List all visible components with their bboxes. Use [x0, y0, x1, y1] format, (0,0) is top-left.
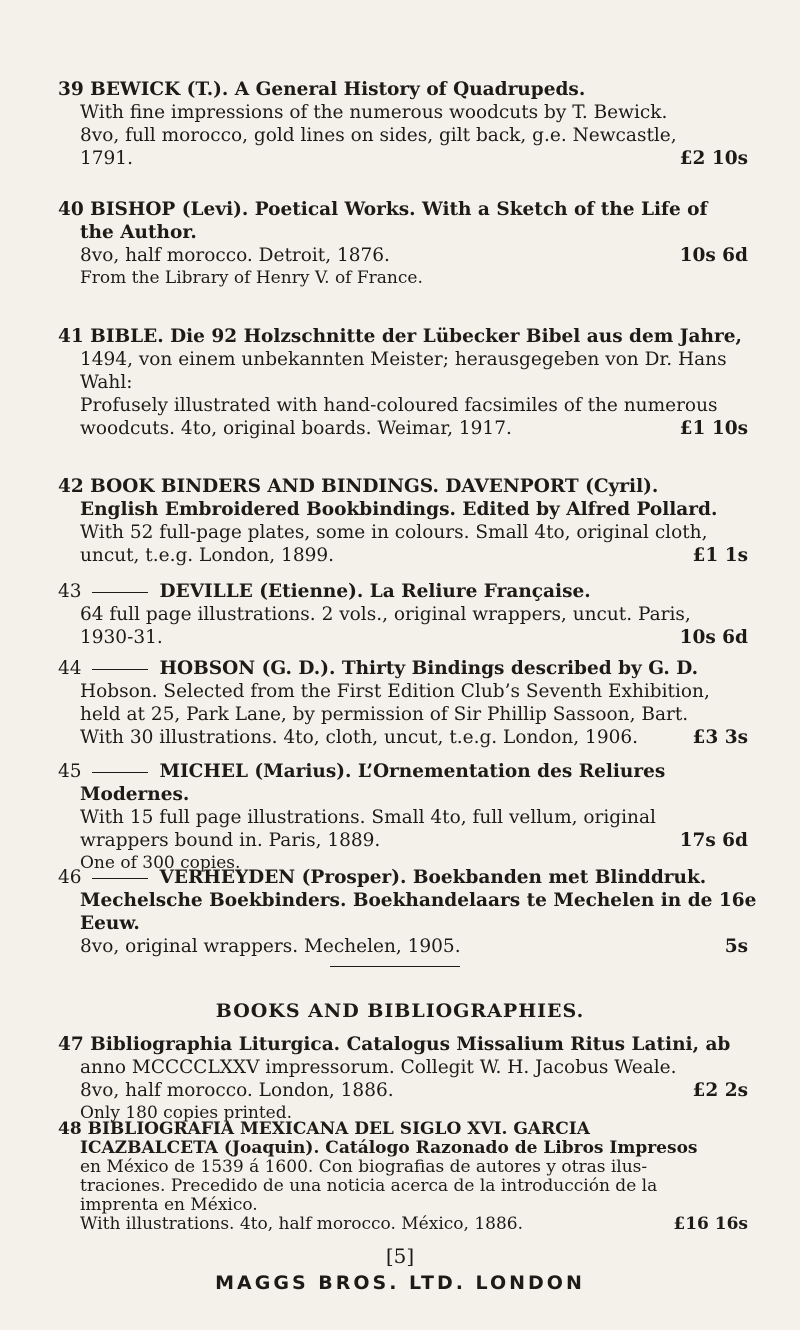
- entry-heading-cont: ICAZBALCETA (Joaquin). Catálogo Razonado de Libros Impresos: [80, 1138, 698, 1158]
- entry-price: £16 16s: [673, 1214, 748, 1234]
- entry-heading-cont: Eeuw.: [80, 913, 140, 934]
- entry-heading: 47 Bibliographia Liturgica. Catalogus Missalium Ritus Latini, ab: [58, 1034, 731, 1055]
- entry-description: imprenta en México.: [80, 1195, 258, 1215]
- entry-price-row: [58, 244, 748, 267]
- entry-description: Profusely illustrated with hand-coloured facsimiles of the numerous: [80, 395, 718, 416]
- entry-description: traciones. Precedido de una noticia acerca de la introducción de la: [80, 1176, 658, 1196]
- catalogue-entry-44: [58, 657, 748, 749]
- entry-price: £1 10s: [679, 418, 748, 439]
- entry-number: 46: [58, 867, 82, 888]
- page-number: [5]: [385, 1244, 415, 1268]
- entry-heading-cont: Modernes.: [80, 784, 190, 805]
- ditto-dash: [92, 772, 148, 773]
- entry-number: 45: [58, 761, 82, 782]
- entry-imprint: 1791.: [80, 148, 133, 169]
- entry-heading: 48 BIBLIOGRAFIA MEXICANA DEL SIGLO XVI. GARCIA: [58, 1119, 590, 1139]
- entry-price-row: [58, 935, 748, 958]
- entry-description: 64 full page illustrations. 2 vols., original wrappers, uncut. Paris,: [80, 604, 691, 625]
- entry-price: £2 2s: [692, 1080, 748, 1101]
- ditto-dash: [92, 669, 148, 670]
- entry-price-row: [58, 147, 748, 170]
- entry-description: 1494, von einem unbekannten Meister; herausgegeben von Dr. Hans: [80, 349, 727, 370]
- entry-imprint: woodcuts. 4to, original boards. Weimar, 1917.: [80, 418, 512, 439]
- entry-imprint: 8vo, half morocco. London, 1886.: [80, 1080, 394, 1101]
- entry-number: 44: [58, 658, 82, 679]
- ditto-dash: [92, 878, 148, 879]
- entry-description: With 52 full-page plates, some in colours. Small 4to, original cloth,: [80, 522, 708, 543]
- catalogue-entry-45: [58, 760, 748, 875]
- entry-heading: [58, 760, 748, 783]
- catalogue-entry-48: [58, 1120, 748, 1234]
- entry-heading: [58, 866, 748, 889]
- entry-title: HOBSON (G. D.). Thirty Bindings described by G. D.: [159, 658, 699, 679]
- entry-title: MICHEL (Marius). L’Ornementation des Reliures: [159, 761, 666, 782]
- entry-number: 43: [58, 581, 82, 602]
- entry-heading-cont: the Author.: [80, 222, 197, 243]
- section-heading: BOOKS AND BIBLIOGRAPHIES.: [215, 1000, 585, 1022]
- entry-note: From the Library of Henry V. of France.: [80, 268, 423, 288]
- entry-note: One of 300 copies.: [80, 853, 241, 873]
- entry-imprint: With 30 illustrations. 4to, cloth, uncut, t.e.g. London, 1906.: [80, 727, 639, 748]
- entry-price: £2 10s: [679, 148, 748, 169]
- entry-price: 17s 6d: [679, 830, 748, 851]
- entry-imprint: 1930-31.: [80, 627, 163, 648]
- entry-price-row: [58, 626, 748, 649]
- entry-price: 10s 6d: [679, 245, 748, 266]
- entry-imprint: With illustrations. 4to, half morocco. México, 1886.: [80, 1214, 523, 1234]
- entry-price: 10s 6d: [679, 627, 748, 648]
- entry-note: Only 180 copies printed.: [80, 1103, 293, 1123]
- entry-description: held at 25, Park Lane, by permission of Sir Phillip Sassoon, Bart.: [80, 704, 689, 725]
- entry-description: anno MCCCCLXXV impressorum. Collegit W. H. Jacobus Weale.: [80, 1057, 677, 1078]
- entry-imprint: 8vo, half morocco. Detroit, 1876.: [80, 245, 390, 266]
- entry-heading: 39 BEWICK (T.). A General History of Quadrupeds.: [58, 79, 586, 100]
- entry-imprint: 8vo, original wrappers. Mechelen, 1905.: [80, 936, 461, 957]
- catalogue-entry-42: [58, 475, 748, 567]
- catalogue-entry-46-content: [58, 866, 757, 958]
- entry-price-row: [58, 417, 748, 440]
- entry-heading: [58, 657, 748, 680]
- entry-description: Wahl:: [80, 372, 133, 393]
- catalogue-entry-40: [58, 198, 748, 290]
- entry-price-row: [58, 1215, 748, 1234]
- entry-heading: 41 BIBLE. Die 92 Holzschnitte der Lübecker Bibel aus dem Jahre,: [58, 326, 742, 347]
- entry-price: £3 3s: [692, 727, 748, 748]
- section-divider: [330, 966, 460, 967]
- entry-heading: [58, 580, 748, 603]
- entry-heading-cont: English Embroidered Bookbindings. Edited by Alfred Pollard.: [80, 499, 718, 520]
- entry-imprint: uncut, t.e.g. London, 1899.: [80, 545, 335, 566]
- publisher-footer: MAGGS BROS. LTD. LONDON: [215, 1272, 585, 1294]
- entry-description: With 15 full page illustrations. Small 4to, full vellum, original: [80, 807, 656, 828]
- entry-description: 8vo, full morocco, gold lines on sides, gilt back, g.e. Newcastle,: [80, 125, 677, 146]
- entry-title: VERHEYDEN (Prosper). Boekbanden met Blinddruk.: [159, 867, 707, 888]
- entry-heading-cont: Mechelsche Boekbinders. Boekhandelaars te Mechelen in de 16e: [80, 890, 757, 911]
- catalogue-entry-47: [58, 1033, 748, 1125]
- entry-imprint: wrappers bound in. Paris, 1889.: [80, 830, 381, 851]
- entry-description: en México de 1539 á 1600. Con biografias de autores y otras ilus-: [80, 1157, 648, 1177]
- entry-price-row: [58, 829, 748, 852]
- entry-heading: 42 BOOK BINDERS AND BINDINGS. DAVENPORT (Cyril).: [58, 476, 659, 497]
- entry-price: 5s: [724, 936, 748, 957]
- entry-price: £1 1s: [692, 545, 748, 566]
- entry-price-row: [58, 544, 748, 567]
- catalogue-entry-39: [58, 78, 748, 170]
- ditto-dash: [92, 592, 148, 593]
- entry-heading: 40 BISHOP (Levi). Poetical Works. With a Sketch of the Life of: [58, 199, 708, 220]
- catalogue-entry-43: [58, 580, 748, 649]
- entry-description: Hobson. Selected from the First Edition Club’s Seventh Exhibition,: [80, 681, 710, 702]
- entry-price-row: [58, 1079, 748, 1102]
- entry-title: DEVILLE (Etienne). La Reliure Française.: [159, 581, 591, 602]
- entry-description: With fine impressions of the numerous woodcuts by T. Bewick.: [80, 102, 668, 123]
- entry-price-row: [58, 726, 748, 749]
- catalogue-entry-41: [58, 325, 748, 440]
